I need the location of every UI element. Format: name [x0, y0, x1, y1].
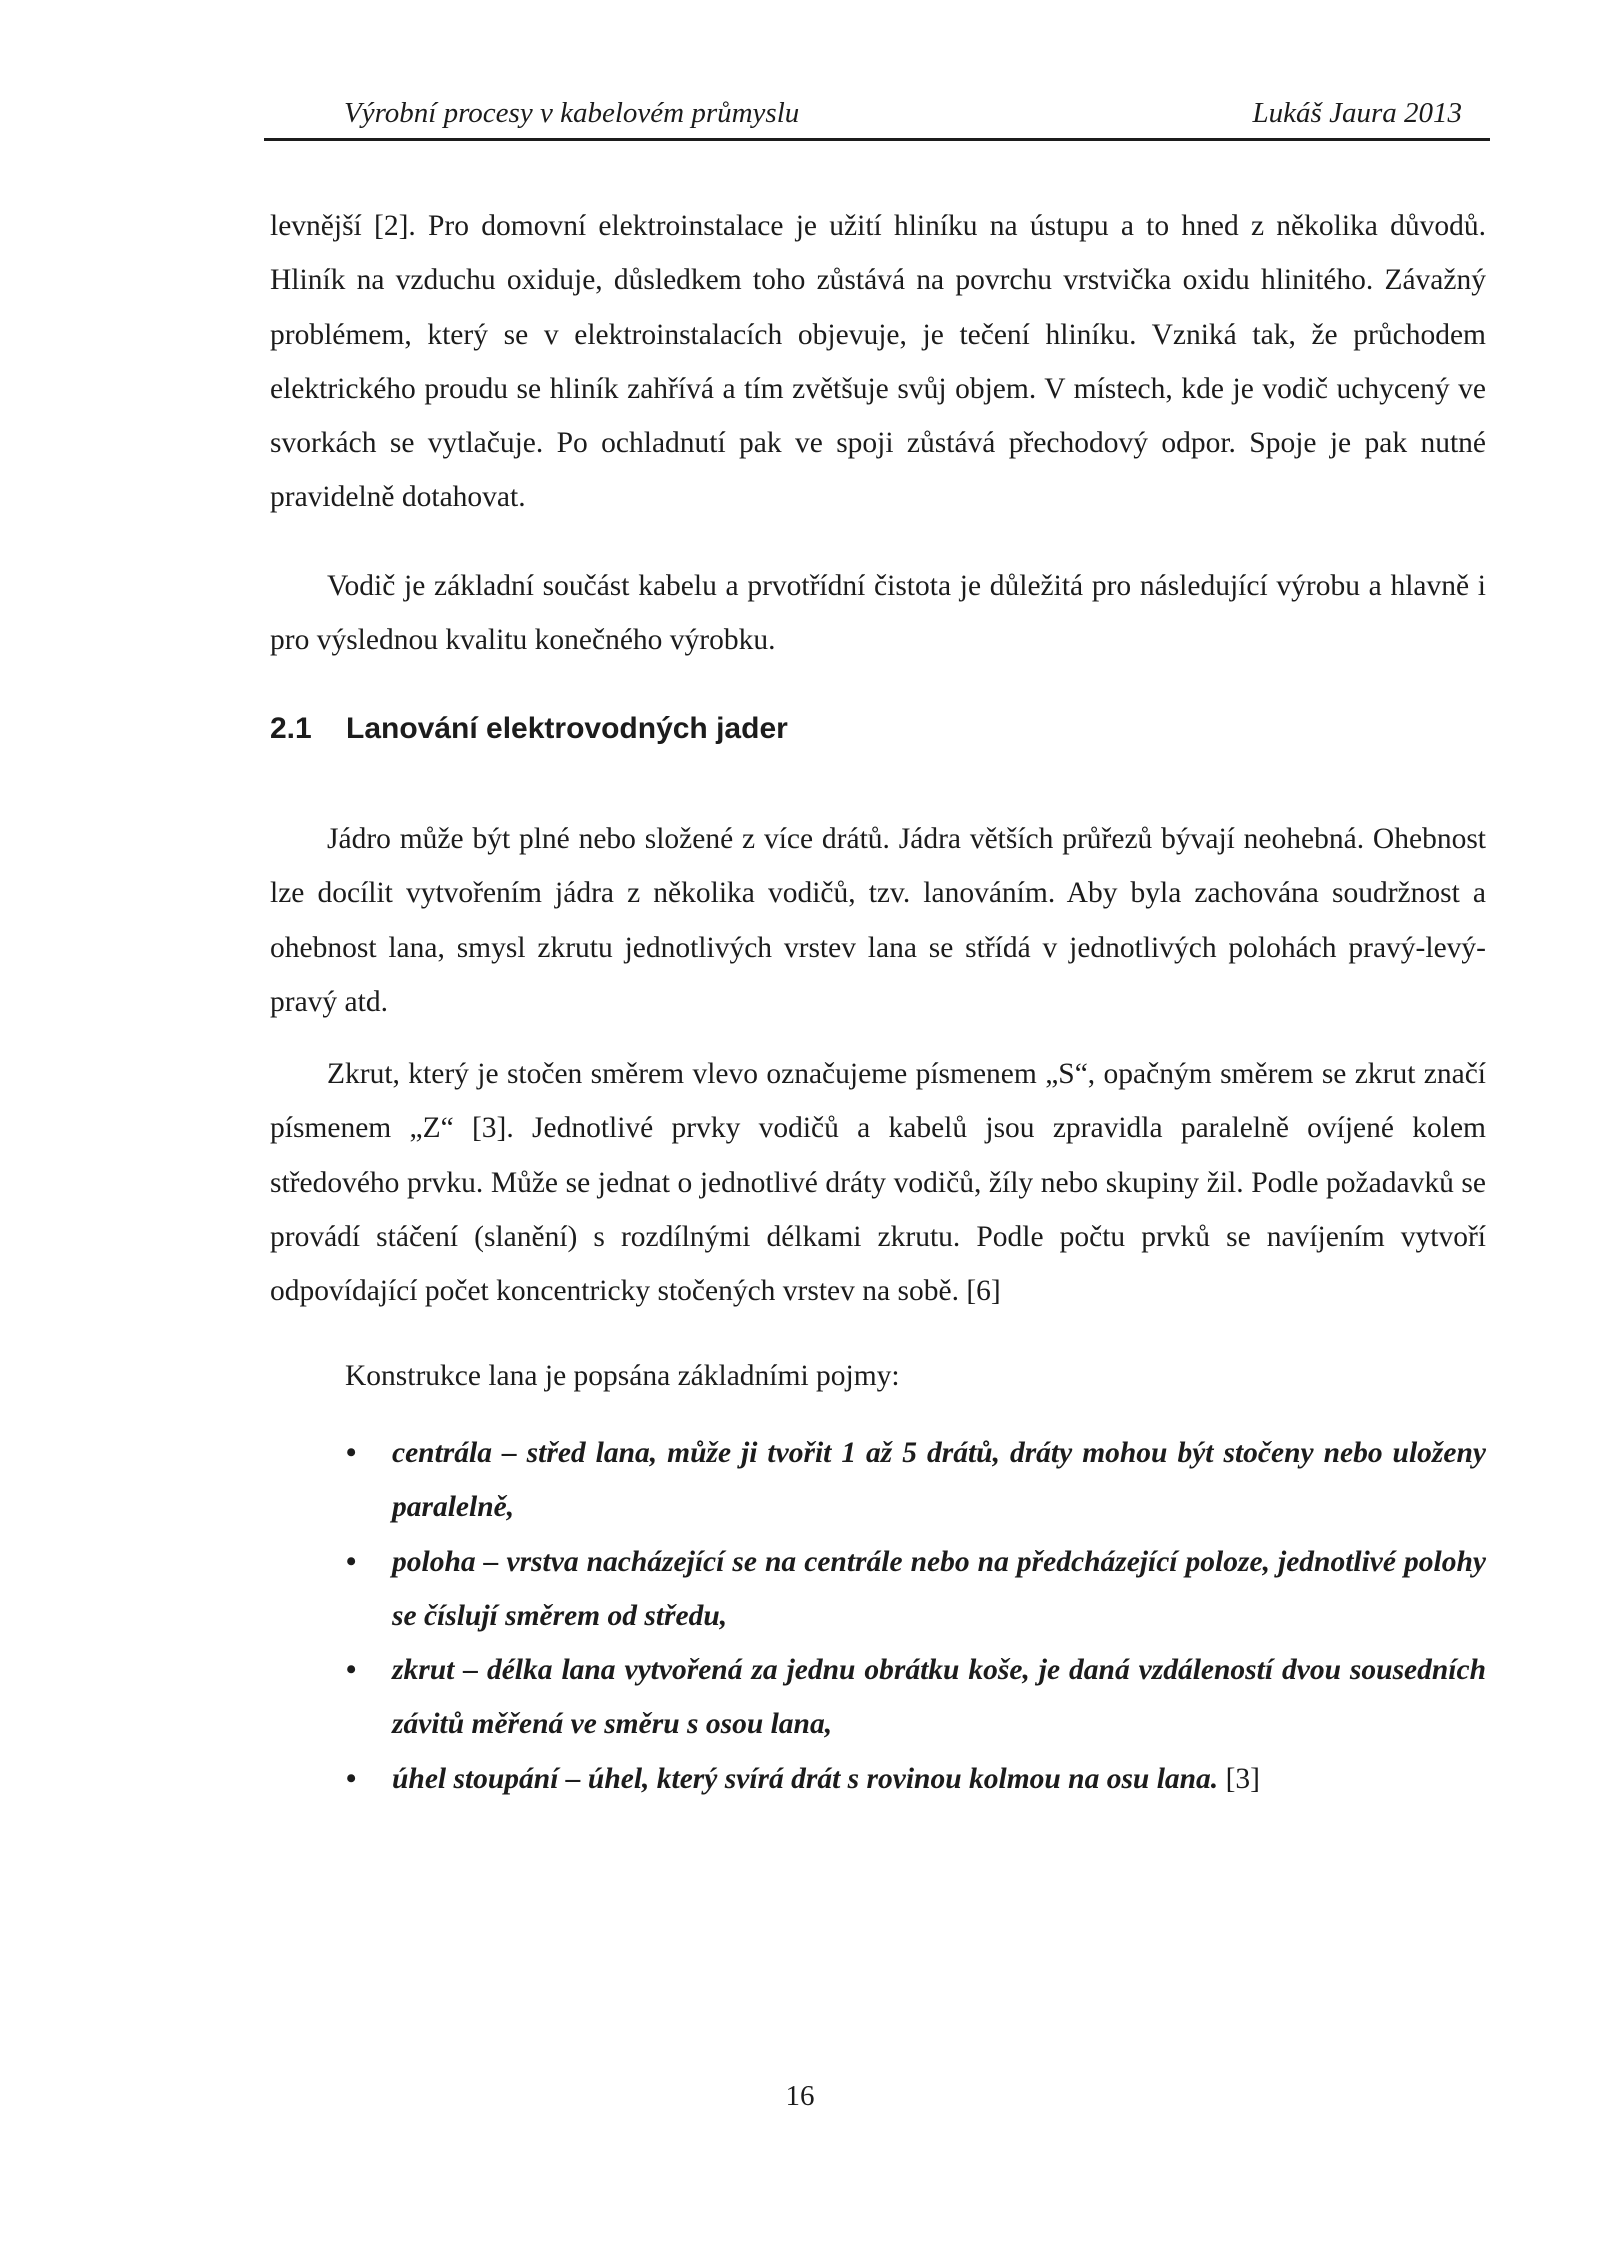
- definition-list: [346, 1426, 1486, 1806]
- section-title: Lanování elektrovodných jader: [346, 712, 788, 745]
- section-heading: [270, 712, 788, 746]
- bullet-icon: •: [346, 1762, 357, 1795]
- page-number: 16: [785, 2080, 815, 2112]
- list-item: [346, 1643, 1486, 1752]
- bullet-icon: •: [346, 1437, 357, 1469]
- list-lead-text: Konstrukce lana je popsána základními pojmy:: [345, 1360, 900, 1392]
- header-title: Výrobní procesy v kabelovém průmyslu: [344, 97, 800, 129]
- section-number: 2.1: [270, 712, 312, 745]
- paragraph-core: Jádro může být plné nebo složené z více drátů. Jádra větších průřezů bývají neohebná. Ohebnost lze docílit vytvořením jádra z několika vodičů, tzv. lanováním. Aby byla zachována soudržnost a ohebnost lana, smysl zkrutu jednotlivých vrstev lana se střídá v jednotlivých polohách pravý-levý-pravý atd.: [270, 823, 1486, 1018]
- list-item: [346, 1752, 1486, 1806]
- bullet-icon: •: [346, 1654, 357, 1687]
- list-item-text: zkrut – délka lana vytvořená za jednu obrátku koše, je daná vzdáleností dvou sousedních závitů měřená ve směru s osou lana,: [392, 1654, 1486, 1741]
- paragraph-conductor: Vodič je základní součást kabelu a prvotřídní čistota je důležitá pro následující výrobu a hlavně i pro výslednou kvalitu konečného výrobku.: [270, 570, 1486, 657]
- list-item-text: poloha – vrstva nacházející se na centrále nebo na předcházející poloze, jednotlivé polohy se číslují směrem od středu,: [392, 1545, 1486, 1632]
- list-item-text: úhel stoupání – úhel, který svírá drát s rovinou kolmou na osu lana.: [392, 1762, 1219, 1795]
- list-item: [346, 1535, 1486, 1644]
- list-item: [346, 1426, 1486, 1535]
- bullet-icon: •: [346, 1545, 357, 1578]
- paragraph-twist: Zkrut, který je stočen směrem vlevo označujeme písmenem „S“, opačným směrem se zkrut značí písmenem „Z“ [3]. Jednotlivé prvky vodičů a kabelů jsou zpravidla paralelně ovíjené kolem středového prvku. Může se jednat o jednotlivé dráty vodičů, žíly nebo skupiny žil. Podle požadavků se provádí stáčení (slanění) s rozdílnými délkami zkrutu. Podle počtu prvků se navíjením vytvoří odpovídající počet koncentricky stočených vrstev na sobě. [6]: [270, 1058, 1486, 1308]
- paragraph-aluminium: levnější [2]. Pro domovní elektroinstalace je užití hliníku na ústupu a to hned z několika důvodů. Hliník na vzduchu oxiduje, důsledkem toho zůstává na povrchu vrstvička oxidu hlinitého. Závažný problémem, který se v elektroinstalacích objevuje, je tečení hliníku. Vzniká tak, že průchodem elektrického proudu se hliník zahřívá a tím zvětšuje svůj objem. V místech, kde je vodič uchycený ve svorkách se vytlačuje. Po ochladnutí pak ve spoji zůstává přechodový odpor. Spoje je pak nutné pravidelně dotahovat.: [270, 210, 1486, 514]
- citation-reference: [3]: [1218, 1762, 1260, 1795]
- list-item-text: centrála – střed lana, může ji tvořit 1 až 5 drátů, dráty mohou být stočeny nebo uloženy paralelně,: [392, 1437, 1486, 1524]
- header-author-year: Lukáš Jaura 2013: [1252, 97, 1462, 129]
- page-header: [264, 92, 1490, 141]
